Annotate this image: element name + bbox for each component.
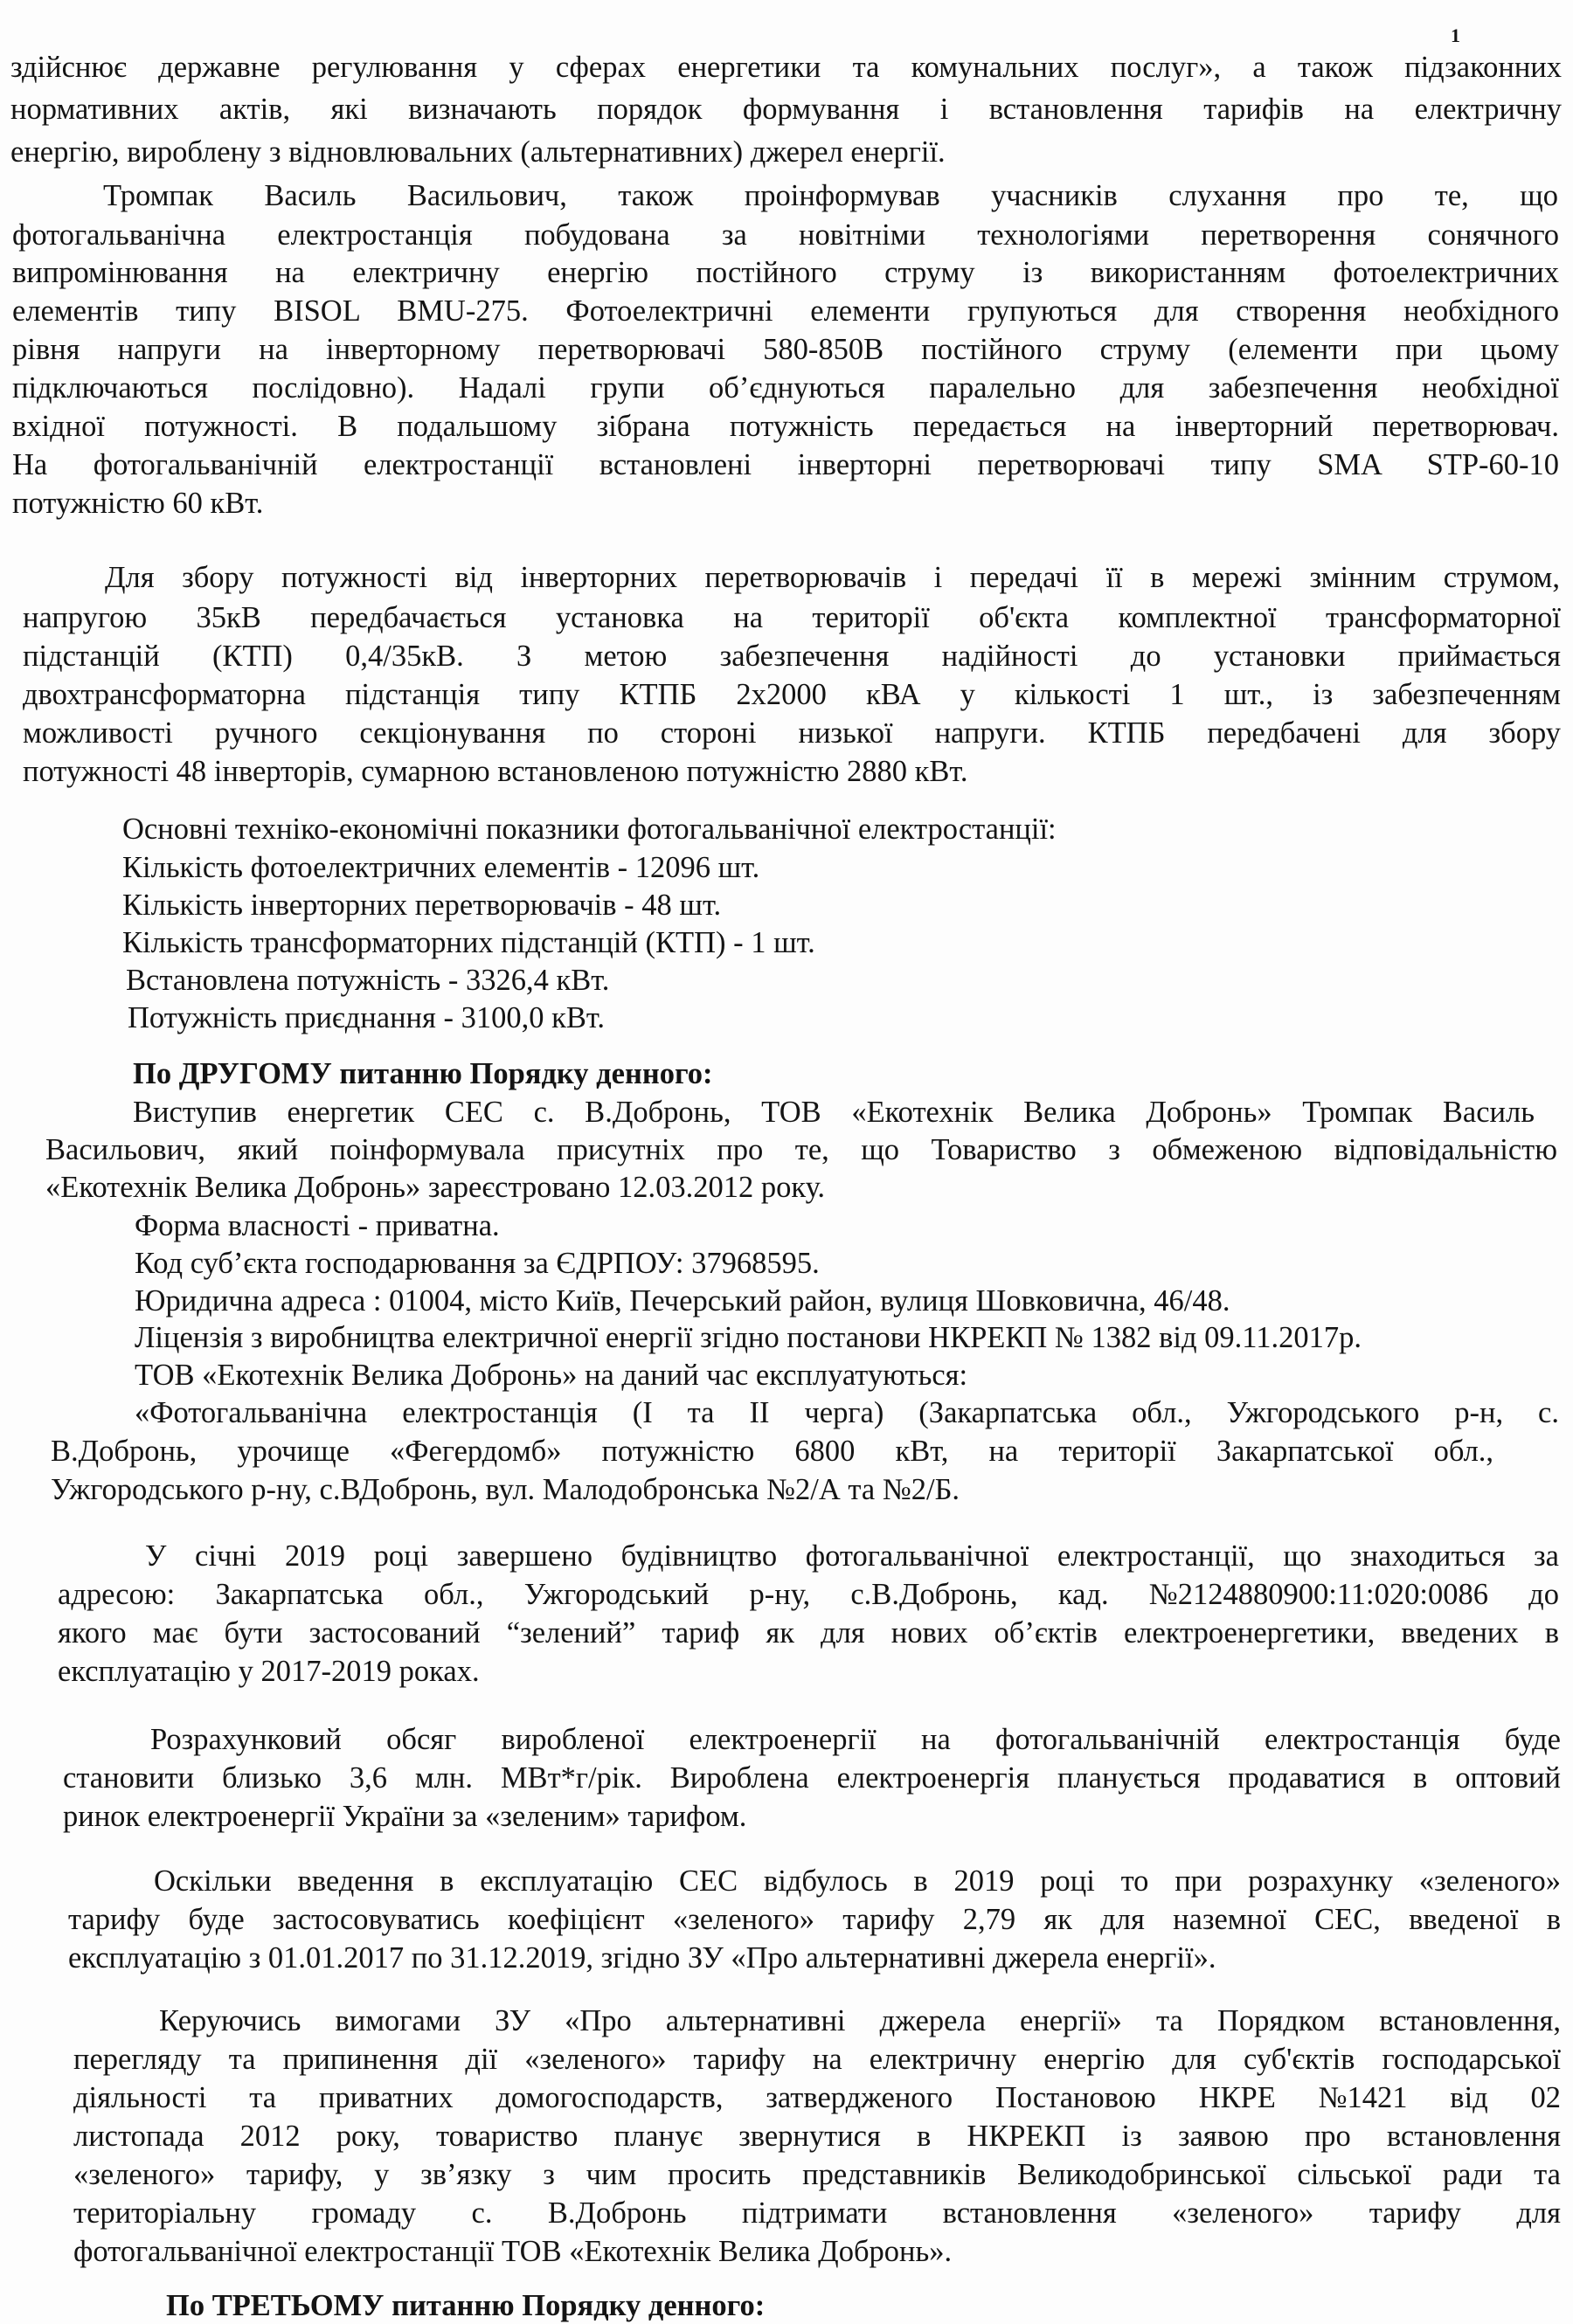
trompak-line-6: підключаються послідовно). Надалі групи об’єднуються паралельно для забезпечення необхідної (12, 371, 1559, 405)
volume-line-3: ринок електроенергії України за «зеленим» тарифом. (63, 1800, 747, 1833)
intro-line-2: нормативних актів, які визначають порядок формування і встановлення тарифів на електричну (10, 93, 1562, 126)
trompak-line-2: фотогальванічна електростанція побудована за новітніми технологіями перетворення сонячного (12, 218, 1559, 252)
second-line-3: «Екотехнік Велика Добронь» зареєстровано 12.03.2012 року. (45, 1171, 826, 1204)
second-line-2: Васильович, який поінформувала присутніх про те, що Товариство з обмеженою відповідальністю (45, 1133, 1557, 1166)
volume-line-2: становити близько 3,6 млн. МВт*г/рік. Вироблена електроенергія планується продаватися в оптовий (63, 1761, 1561, 1795)
trompak-line-1: Тромпак Василь Васильович, також проінформував учасників слухання про те, що (103, 179, 1558, 212)
indicator-ktp: Кількість трансформаторних підстанцій (КТП) - 1 шт. (122, 926, 815, 959)
guided-line-4: листопада 2012 року, товариство планує звернутися в НКРЕКП із заявою про встановлення (73, 2120, 1561, 2153)
intro-line-1: здійснює державне регулювання у сферах енергетики та комунальних послуг», а також підзаконних (10, 51, 1562, 84)
second-ownership: Форма власності - приватна. (135, 1209, 500, 1242)
guided-line-1: Керуючись вимогами ЗУ «Про альтернативні джерела енергії» та Порядком встановлення, (159, 2004, 1561, 2037)
trompak-line-9: потужністю 60 кВт. (12, 487, 264, 520)
indicators-title: Основні техніко-економічні показники фотогальванічної електростанції: (122, 813, 1057, 846)
ktp-line-6: потужності 48 інверторів, сумарною встановленою потужністю 2880 кВт. (23, 755, 968, 788)
ktp-line-4: двохтрансформаторна підстанція типу КТПБ 2х2000 кВА у кількості 1 шт., із забезпеченням (23, 678, 1561, 711)
guided-line-2: перегляду та припинення дії «зеленого» тарифу на електричну енергію для суб'єктів господарської (73, 2043, 1561, 2076)
second-line-9: «Фотогальванічна електростанція (І та ІІ черга) (Закарпатська обл., Ужгородського р-н, с. (135, 1396, 1559, 1429)
volume-line-1: Розрахунковий обсяг виробленої електроенергії на фотогальванічній електростанція буде (150, 1723, 1561, 1756)
intro-line-3: енергію, вироблену з відновлювальних (альтернативних) джерел енергії. (10, 135, 946, 169)
trompak-line-5: рівня напруги на інверторному перетворювачі 580-850В постійного струму (елементи при цьому (12, 333, 1559, 366)
trompak-line-7: вхідної потужності. В подальшому зібрана потужність передається на інверторний перетворювач. (12, 410, 1559, 443)
ktp-line-1: Для збору потужності від інверторних перетворювачів і передачі її в мережі змінним струмом, (105, 561, 1560, 594)
guided-line-5: «зеленого» тарифу, у зв’язку з чим просить представників Великодобринської сільської ради та (73, 2158, 1561, 2191)
ktp-line-5: можливості ручного секціонування по стороні низької напруги. КТПБ передбачені для збору (23, 716, 1561, 750)
second-line-10: В.Добронь, урочище «Фегердомб» потужністю 6800 кВт, на території Закарпатської обл., (51, 1435, 1494, 1468)
second-edrpou: Код суб’єкта господарювання за ЄДРПОУ: 37968595. (135, 1247, 820, 1280)
indicator-connection-power: Потужність приєднання - 3100,0 кВт. (128, 1001, 605, 1034)
january-line-3: якого має бути застосований “зелений” тариф як для нових об’єктів електроенергетики, введених в (58, 1616, 1559, 1650)
january-line-2: адресою: Закарпатська обл., Ужгородський р-ну, с.В.Добронь, кад. №2124880900:11:020:0086 до (58, 1578, 1559, 1611)
heading-second-question: По ДРУГОМУ питанню Порядку денного: (133, 1057, 713, 1090)
january-line-1: У січні 2019 році завершено будівництво фотогальванічної електростанції, що знаходиться за (145, 1539, 1559, 1573)
trompak-line-8: На фотогальванічній електростанції встановлені інверторні перетворювачі типу SMA STP-60-10 (12, 448, 1559, 481)
second-line-1: Виступив енергетик СЕС с. В.Добронь, ТОВ «Екотехнік Велика Добронь» Тромпак Василь (133, 1096, 1535, 1129)
coef-line-3: експлуатацію з 01.01.2017 по 31.12.2019, згідно ЗУ «Про альтернативні джерела енергії». (68, 1941, 1216, 1975)
indicator-installed-power: Встановлена потужність - 3326,4 кВт. (126, 964, 610, 997)
january-line-4: експлуатацію у 2017-2019 роках. (58, 1655, 480, 1688)
coef-line-2: тарифу буде застосовуватись коефіцієнт «зеленого» тарифу 2,79 як для наземної СЕС, введеної в (68, 1903, 1561, 1936)
second-operating: ТОВ «Екотехнік Велика Добронь» на даний час експлуатуються: (135, 1359, 968, 1392)
guided-line-6: територіальну громаду с. В.Добронь підтримати встановлення «зеленого» тарифу для (73, 2196, 1561, 2230)
page-number: 1 (1451, 24, 1460, 46)
second-address: Юридична адреса : 01004, місто Київ, Печерський район, вулиця Шовковична, 46/48. (135, 1284, 1230, 1318)
guided-line-7: фотогальванічної електростанції ТОВ «Екотехнік Велика Добронь». (73, 2235, 953, 2268)
trompak-line-3: випромінювання на електричну енергію постійного струму із використанням фотоелектричних (12, 256, 1559, 289)
second-line-11: Ужгородського р-ну, с.ВДобронь, вул. Малодобронська №2/А та №2/Б. (51, 1473, 960, 1506)
guided-line-3: діяльності та приватних домогосподарств, затвердженого Постановою НКРЕ №1421 від 02 (73, 2081, 1561, 2114)
ktp-line-3: підстанцій (КТП) 0,4/35кВ. З метою забезпечення надійності до установки приймається (23, 640, 1561, 673)
heading-third-question: По ТРЕТЬОМУ питанню Порядку денного: (166, 2289, 766, 2322)
second-license: Ліцензія з виробництва електричної енергії згідно постанови НКРЕКП № 1382 від 09.11.2017р. (135, 1321, 1362, 1354)
indicator-inverters: Кількість інверторних перетворювачів - 48 шт. (122, 889, 722, 922)
indicator-elements: Кількість фотоелектричних елементів - 12096 шт. (122, 851, 760, 884)
ktp-line-2: напругою 35кВ передбачається установка на території об'єкта комплектної трансформаторної (23, 601, 1561, 634)
trompak-line-4: елементів типу BISOL BMU-275. Фотоелектричні елементи групуються для створення необхідного (12, 294, 1559, 328)
coef-line-1: Оскільки введення в експлуатацію СЕС відбулось в 2019 році то при розрахунку «зеленого» (154, 1864, 1561, 1898)
